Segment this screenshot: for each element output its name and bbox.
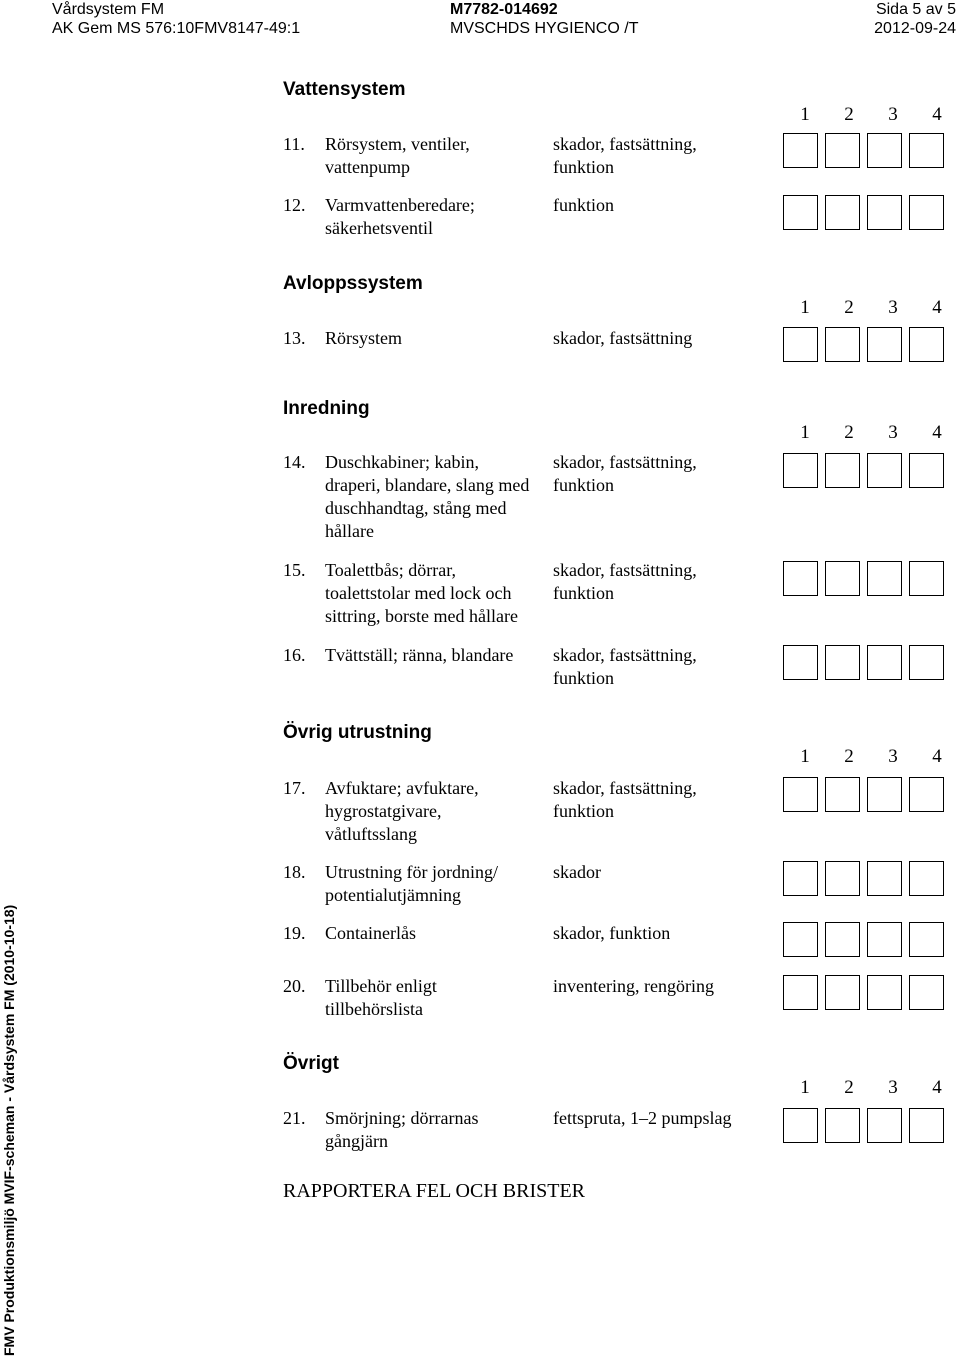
column-number-4: 4 <box>932 104 942 125</box>
column-number-3: 3 <box>888 104 898 125</box>
checkbox-3[interactable] <box>867 195 902 230</box>
column-numbers <box>783 104 959 126</box>
item-number: 20. <box>283 976 306 996</box>
checkbox-1[interactable] <box>783 195 818 230</box>
checkbox-2[interactable] <box>825 1108 860 1143</box>
item-number: 11. <box>283 134 305 154</box>
checkbox-2[interactable] <box>825 195 860 230</box>
column-numbers: 1 2 3 4 <box>800 1077 942 1098</box>
checkbox-1[interactable] <box>783 453 818 488</box>
item-check: skador, fastsättning, funktion <box>553 645 697 688</box>
checkbox-1[interactable] <box>783 777 818 812</box>
checkbox-1[interactable] <box>783 561 818 596</box>
checkbox-2[interactable] <box>825 645 860 680</box>
checkbox-3[interactable] <box>867 922 902 957</box>
checkbox-3[interactable] <box>867 861 902 896</box>
header-center <box>450 0 638 38</box>
item-check: skador, fastsättning <box>553 328 693 348</box>
checkbox-4[interactable] <box>909 133 944 168</box>
checkbox-row-15 <box>783 561 951 596</box>
item-label: Tvättställ; ränna, blandare <box>325 645 514 665</box>
checkbox-row-19 <box>783 922 951 957</box>
checkbox-3[interactable] <box>867 133 902 168</box>
checkbox-3[interactable] <box>867 645 902 680</box>
checkbox-4[interactable] <box>909 861 944 896</box>
item-number: 19. <box>283 923 306 943</box>
section-title-vattensystem: Vattensystem <box>283 79 406 100</box>
item-check: skador, funktion <box>553 923 671 943</box>
page-indicator: Sida 5 av 5 <box>875 1 956 18</box>
item-label: Varmvattenberedare; säkerhetsventil <box>325 195 475 238</box>
checkbox-3[interactable] <box>867 777 902 812</box>
checkbox-1[interactable] <box>783 922 818 957</box>
checkbox-4[interactable] <box>909 561 944 596</box>
item-number: 14. <box>283 452 306 472</box>
checkbox-4[interactable] <box>909 922 944 957</box>
section-title-ovrig-utrustning: Övrig utrustning <box>283 722 432 743</box>
column-numbers: 1 2 3 4 <box>800 422 942 443</box>
document-number: M7782-014692 <box>450 1 558 18</box>
document-date: 2012-09-24 <box>874 20 956 37</box>
item-label: Containerlås <box>325 923 416 943</box>
item-label: Rörsystem, ventiler, vattenpump <box>325 134 470 177</box>
checkbox-1[interactable] <box>783 861 818 896</box>
item-number: 21. <box>283 1108 306 1128</box>
item-number: 16. <box>283 645 306 665</box>
item-check: skador, fastsättning, funktion <box>553 778 697 821</box>
checkbox-4[interactable] <box>909 777 944 812</box>
checkbox-4[interactable] <box>909 195 944 230</box>
checkbox-1[interactable] <box>783 645 818 680</box>
document-reference: AK Gem MS 576:10FMV8147-49:1 <box>52 20 301 37</box>
checkbox-1[interactable] <box>783 1108 818 1143</box>
checkbox-2[interactable] <box>825 975 860 1010</box>
checkbox-row-12 <box>783 195 951 230</box>
item-number: 17. <box>283 778 306 798</box>
report-instruction: RAPPORTERA FEL OCH BRISTER <box>283 1180 586 1202</box>
checkbox-3[interactable] <box>867 561 902 596</box>
checkbox-row-20 <box>783 975 951 1010</box>
checkbox-row-14 <box>783 453 951 488</box>
checkbox-4[interactable] <box>909 453 944 488</box>
checkbox-1[interactable] <box>783 327 818 362</box>
checkbox-2[interactable] <box>825 133 860 168</box>
section-title-ovrigt: Övrigt <box>283 1053 339 1074</box>
checkbox-3[interactable] <box>867 453 902 488</box>
checkbox-1[interactable] <box>783 133 818 168</box>
item-check: skador, fastsättning, funktion <box>553 452 697 495</box>
item-label: Rörsystem <box>325 328 403 348</box>
checkbox-row-13 <box>783 327 951 362</box>
checkbox-4[interactable] <box>909 327 944 362</box>
checkbox-row-11 <box>783 133 951 168</box>
checkbox-2[interactable] <box>825 327 860 362</box>
checkbox-row-18 <box>783 861 951 896</box>
checkbox-1[interactable] <box>783 975 818 1010</box>
header-right <box>874 0 956 38</box>
checkbox-2[interactable] <box>825 453 860 488</box>
checkbox-4[interactable] <box>909 1108 944 1143</box>
item-label: Toalettbås; dörrar, toalettstolar med lock och sittring, borste med hållare <box>325 560 518 626</box>
checkbox-row-16 <box>783 645 951 680</box>
item-number: 15. <box>283 560 306 580</box>
item-check: inventering, rengöring <box>553 976 714 996</box>
checkbox-2[interactable] <box>825 777 860 812</box>
item-label: Smörjning; dörrarnas gångjärn <box>325 1108 479 1151</box>
item-check: funktion <box>553 195 614 215</box>
document-code: MVSCHDS HYGIENCO /T <box>450 20 639 37</box>
item-check: skador, fastsättning, funktion <box>553 134 697 177</box>
column-number-2: 2 <box>844 104 854 125</box>
item-label: Duschkabiner; kabin, draperi, blandare, slang med duschhandtag, stång med hållare <box>325 452 530 541</box>
system-name: Vårdsystem FM <box>52 1 165 18</box>
item-label: Avfuktare; avfuktare, hygrostatgivare, våtluftsslang <box>325 778 479 844</box>
checkbox-3[interactable] <box>867 1108 902 1143</box>
header-left <box>52 0 300 38</box>
side-production-note: FMV Produktionsmiljö MVIF-scheman - Vårdsystem FM (2010-10-18) <box>1 904 17 1356</box>
item-number: 12. <box>283 195 306 215</box>
checkbox-row-21 <box>783 1108 951 1143</box>
item-check: skador <box>553 862 601 882</box>
item-label: Tillbehör enligt tillbehörslista <box>325 976 437 1019</box>
checkbox-2[interactable] <box>825 861 860 896</box>
column-numbers: 1 2 3 4 <box>800 746 942 767</box>
section-title-inredning: Inredning <box>283 398 370 419</box>
checkbox-3[interactable] <box>867 327 902 362</box>
item-label: Utrustning för jordning/ potentialutjämning <box>325 862 498 905</box>
column-numbers: 1 2 3 4 <box>800 297 942 318</box>
column-number-1: 1 <box>800 104 810 125</box>
item-number: 13. <box>283 328 306 348</box>
checkbox-2[interactable] <box>825 561 860 596</box>
checkbox-4[interactable] <box>909 645 944 680</box>
section-title-avloppssystem: Avloppssystem <box>283 273 423 294</box>
item-number: 18. <box>283 862 306 882</box>
checkbox-2[interactable] <box>825 922 860 957</box>
checkbox-row-17 <box>783 777 951 812</box>
checkbox-3[interactable] <box>867 975 902 1010</box>
item-check: fettspruta, 1–2 pumpslag <box>553 1108 732 1128</box>
item-check: skador, fastsättning, funktion <box>553 560 697 603</box>
checkbox-4[interactable] <box>909 975 944 1010</box>
